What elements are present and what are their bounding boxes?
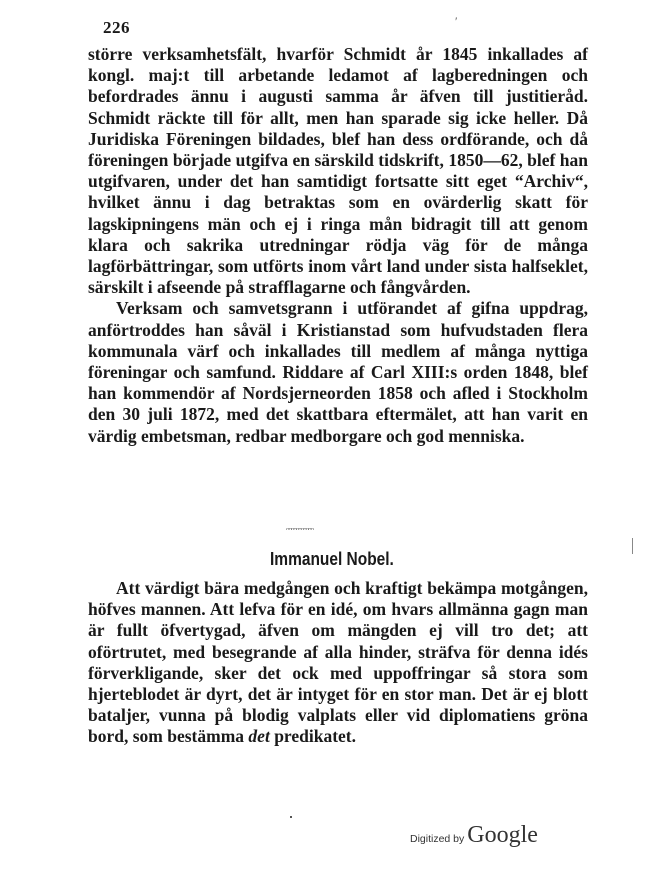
google-logo: Google xyxy=(467,822,538,848)
page-number: 226 xyxy=(103,18,130,37)
digitized-by-google xyxy=(410,822,538,849)
section-nobel-text xyxy=(88,578,588,748)
stray-dot xyxy=(290,816,292,818)
section-schmidt-text xyxy=(88,44,588,447)
paragraph-3-end: predikatet. xyxy=(274,726,357,747)
section-title: Immanuel Nobel. xyxy=(270,549,394,569)
paragraph-3-text: Att värdigt bära medgången och kraftigt bekämpa motgången, höfves mannen. Att lefva för en idé, om hvars allmänna gagn man är fullt öfvertygad, äfven om mängden ej vill tro det; att oförtrutet, med besegrande af alla hinder, sträfva för denna idés förverkligande, sker det ock med uppoffringar så stora som hjerteblodet är dyrt, det är intyget för en stor man. Det är ej blott bataljer, vunna på blodig valplats eller vid diplomatiens gröna bord, som bestämma xyxy=(88,578,588,747)
paragraph-2: Verksam och samvetsgrann i utförandet af gifna uppdrag, anförtroddes han såväl i Kristianstad som hufvudstaden flera kommunala värf och inkallades till medlem af många nyttiga föreningar och samfund. Riddare af Carl XIII:s orden 1848, blef han kommendör af Nordsjerneorden 1858 och afled i Stockholm den 30 juli 1872, med det skattbara eftermälet, att han varit en värdig embetsman, redbar medborgare och god menniska. xyxy=(88,298,588,446)
emphasized-word: det xyxy=(248,726,270,747)
margin-tick: ′ xyxy=(455,14,458,28)
paragraph-1: större verksamhetsfält, hvarför Schmidt år 1845 inkallades af kongl. maj:t till arbetande ledamot af lagberedningen och befordrades ännu i augusti samma år äfven till justitieråd. Schmidt räckte till för allt, men han sparade sig icke heller. Då Juridiska Föreningen bildades, blef han dess ordförande, och då föreningen började utgifva en särskild tidskrift, 1850—62, blef han utgifvaren, under det han samtidigt fortsatte sitt eget “Archiv“, hvilket ännu i dag betraktas som en ovärderlig skatt för lagskipningens män och ej i ringa mån bidragit till att genom klara och sakrika utredningar rödja väg för de många lagförbättringar, som utförts inom vårt land under sista halfseklet, särskilt i afseende på strafflagarne och fångvården. xyxy=(88,44,588,298)
digitized-label: Digitized by xyxy=(410,833,465,845)
margin-bar-mark xyxy=(632,538,633,554)
section-divider-ornament: ᵔᵔᵔᵔᵔᵔᵔᵔᵔᵔᵔ xyxy=(286,524,314,538)
paragraph-3 xyxy=(88,578,588,748)
